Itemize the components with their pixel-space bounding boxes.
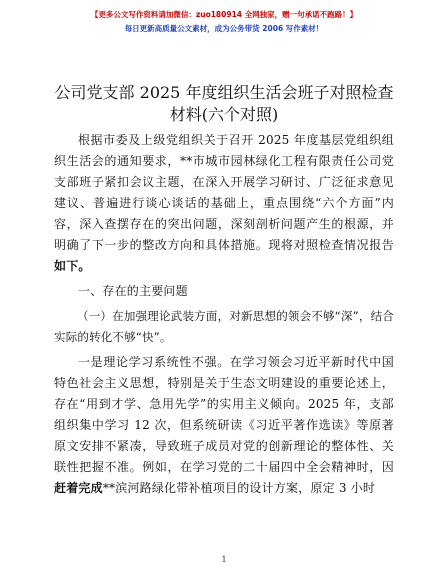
intro-tail: 如下。 (54, 259, 91, 273)
subsection-heading-1: （一）在加强理论武装方面，对新思想的领会不够“深”，结合实际的转化不够“快”。 (54, 309, 394, 344)
section-heading-1: 一、存在的主要问题 (78, 284, 188, 298)
point1-bold: 赶着完成 (54, 481, 103, 495)
page-number: 1 (221, 555, 227, 564)
point1-text: 一是理论学习系统性不强。在学习领会习近平新时代中国特色社会主义思想，特别是关于生态文明建设的重要论述上，存在“用到才学、急用先学”的实用主义倾向。2025 年，支部组织集中学习 12 次，但系统研读《习近平著作选读》等原著原文安排不紧凑，导致班子成员对党的创新理论的整体性、关联性把握不准。例如，在学习党的二十届四中全会精神时，因 (54, 355, 394, 474)
promo-line-2: 每日更新高质量公文素材，成为公务带货 2006 写作素材！ (124, 24, 324, 33)
point1-tail: **滨河路绿化带补植项目的设计方案，原定 3 小时 (102, 481, 376, 495)
document-title (52, 82, 396, 126)
intro-text: 根据市委及上级党组织关于召开 2025 年度基层党组织组织生活会的通知要求，**市城市园林绿化工程有限责任公司党支部班子紧扣会议主题，在深入开展学习研讨、广泛征求意见建议、普遍进行谈心谈话的基础上，重点围绕“六个方面”内容，深入查摆存在的突出问题，深刻剖析问题产生的根源，并明确了下一步的整改方向和具体措施。现将对照检查情况报告 (54, 133, 394, 252)
intro-paragraph (54, 130, 394, 277)
title-line-2: 材料(六个对照) (169, 105, 279, 124)
title-line-1: 公司党支部 2025 年度组织生活会班子对照检查 (54, 83, 394, 102)
document-body (54, 130, 394, 503)
point-paragraph-1 (54, 352, 394, 499)
promo-banner (0, 8, 448, 36)
promo-line-1: 【更多公文写作资料请加微信：zuo180914 全网独家，赠一句承诺不跑路！】 (90, 10, 358, 19)
